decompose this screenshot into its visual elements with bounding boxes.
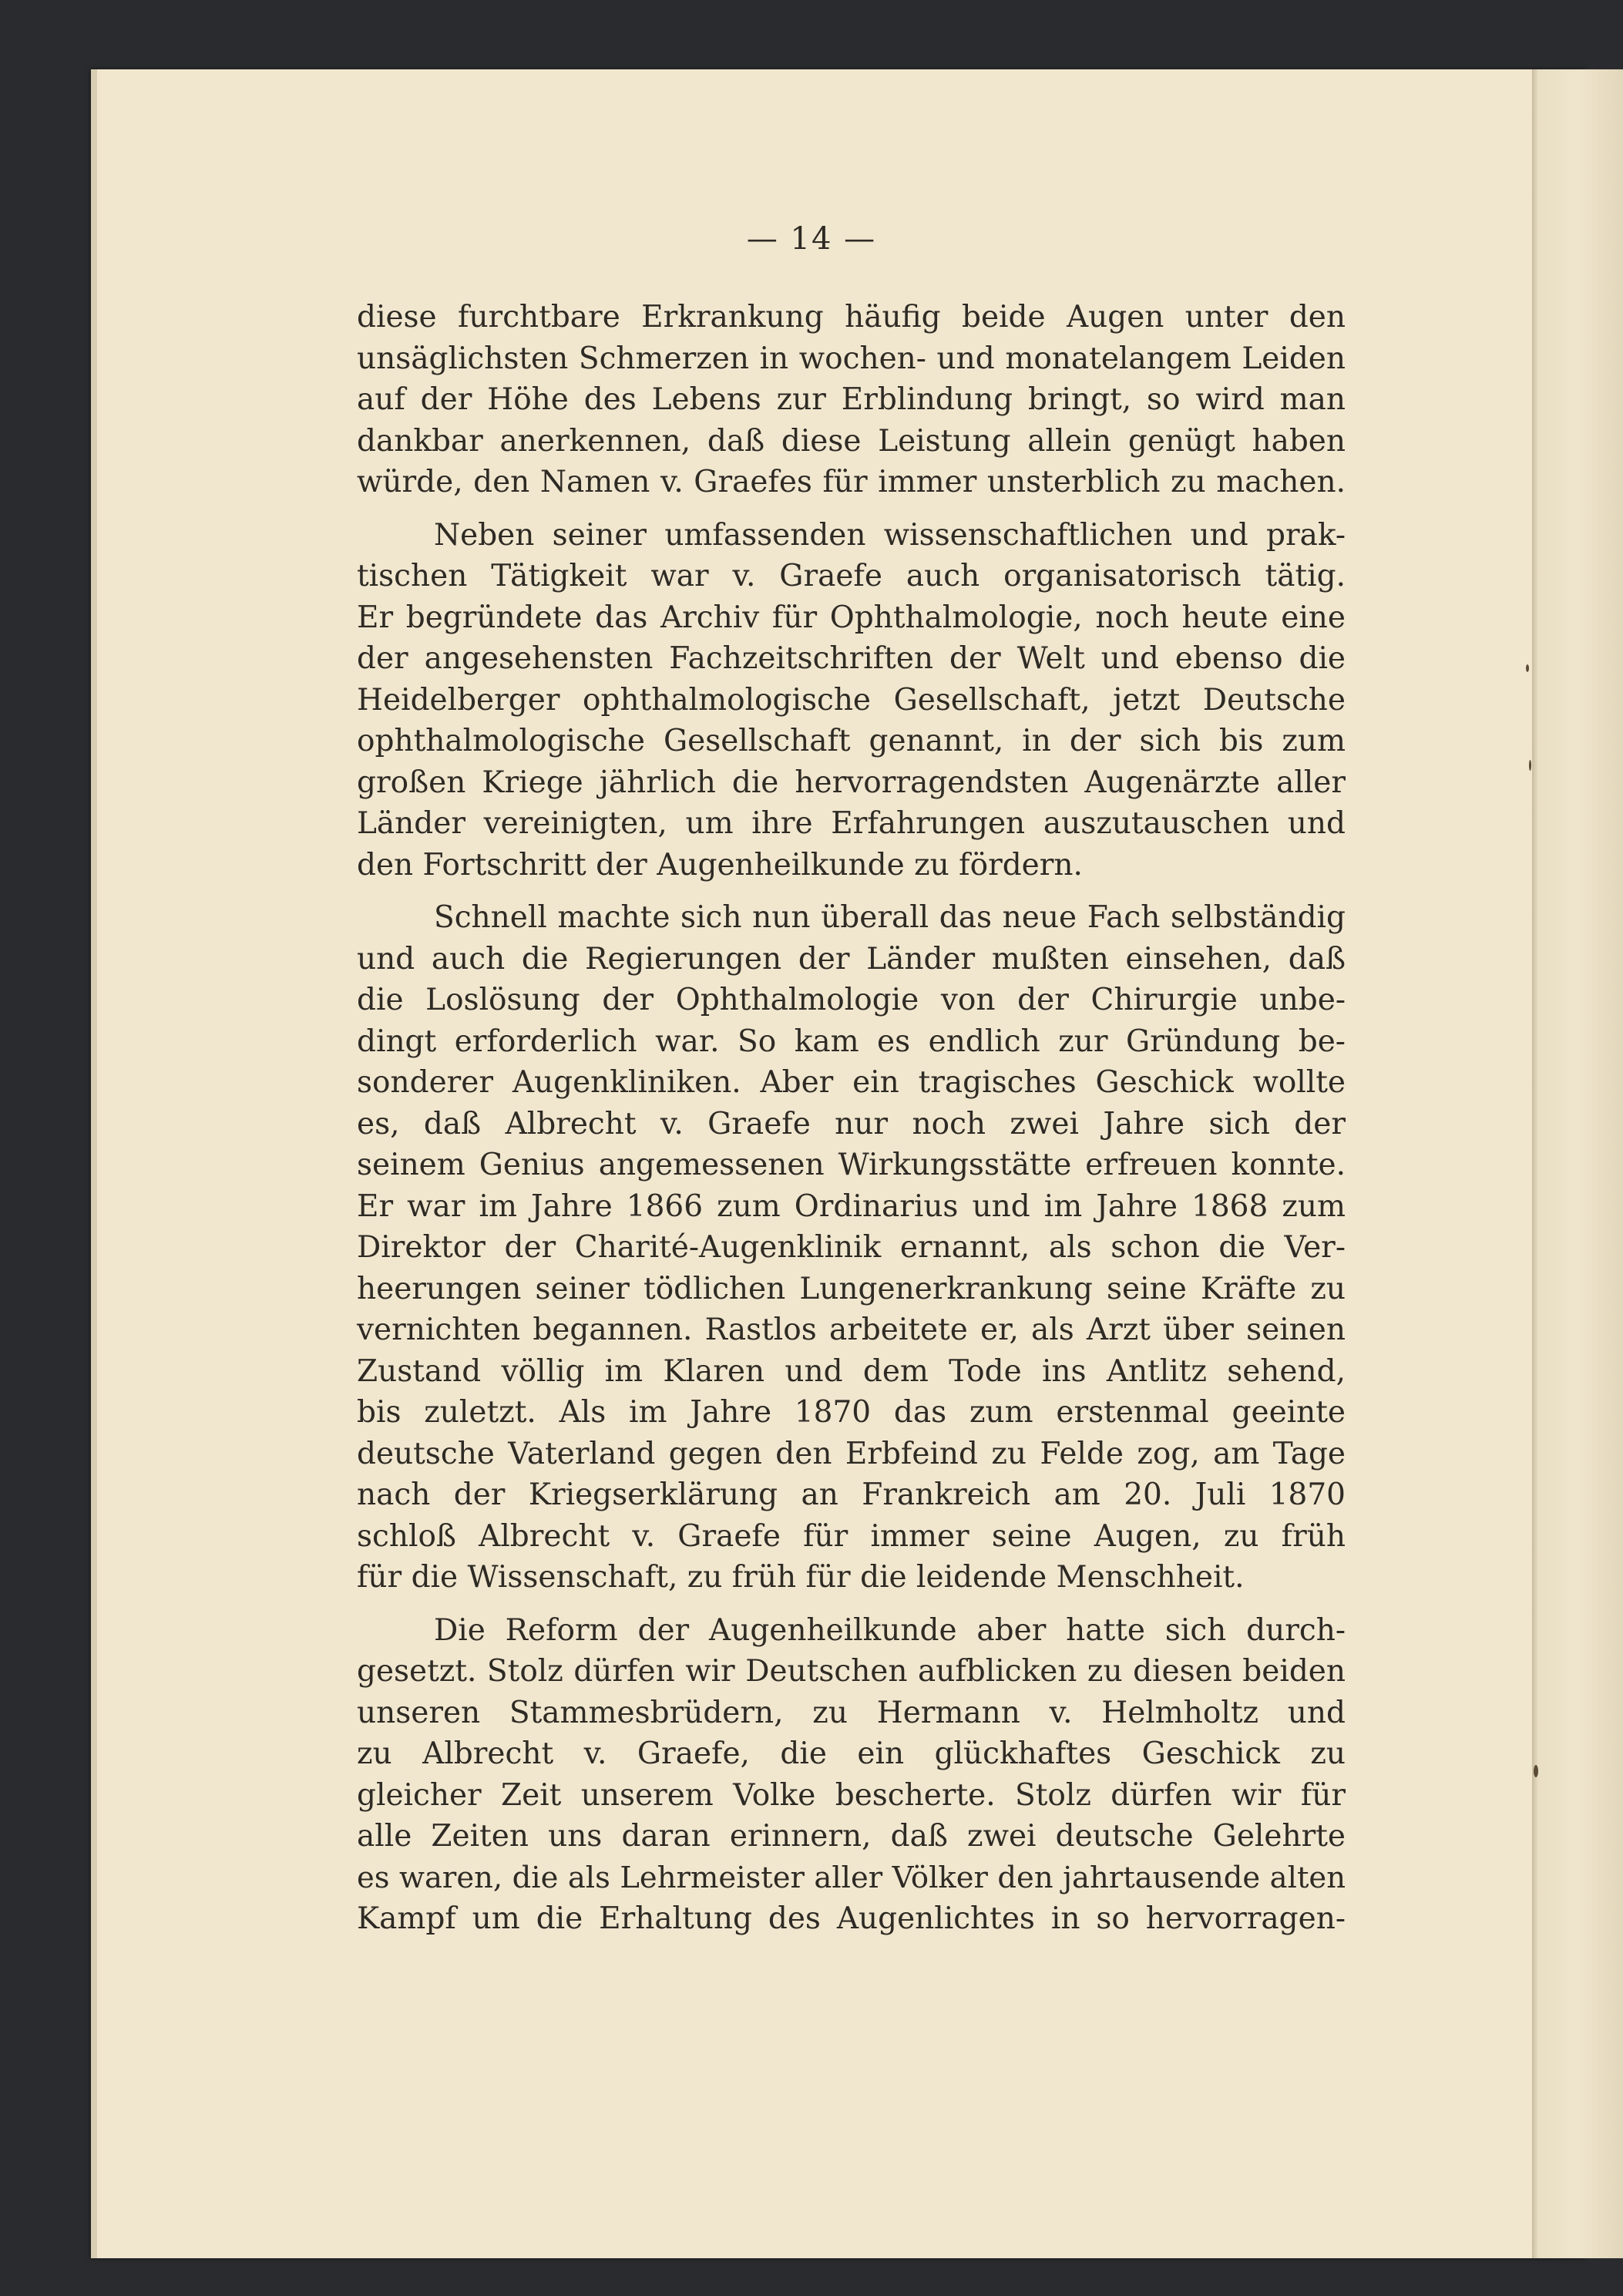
paper-speck — [1534, 1765, 1538, 1777]
text-line: zu Albrecht v. Graefe, die ein glückhaftes Geschick zu — [357, 1736, 1346, 1771]
text-line: die Loslösung der Ophthalmologie von der Chirurgie unbe- — [357, 983, 1346, 1017]
paragraph-3 — [357, 897, 1346, 1598]
text-line: schloß Albrecht v. Graefe für immer seine Augen, zu früh — [357, 1518, 1346, 1554]
page-number: — 14 — — [746, 221, 877, 257]
text-line: würde, den Namen v. Graefes für immer unsterblich zu machen. — [357, 465, 1346, 499]
text-line: dankbar anerkennen, daß diese Leistung allein genügt haben — [357, 423, 1346, 459]
body-text — [357, 297, 1346, 1951]
text-line: Neben seiner umfassenden wissenschaftlichen und prak- — [434, 517, 1346, 553]
text-line: unsäglichsten Schmerzen in wochen- und monatelangem Leiden — [357, 341, 1346, 376]
next-page-edge — [1532, 69, 1623, 2258]
text-line: tischen Tätigkeit war v. Graefe auch organisatorisch tätig. — [357, 559, 1346, 593]
text-line: es waren, die als Lehrmeister aller Völker den jahrtausende alten — [357, 1860, 1346, 1895]
text-line: Direktor der Charité-Augenklinik ernannt, als schon die Ver- — [357, 1230, 1346, 1265]
text-line: Er begründete das Archiv für Ophthalmologie, noch heute eine — [357, 600, 1346, 635]
text-line: dingt erforderlich war. So kam es endlich zur Gründung be- — [357, 1024, 1346, 1059]
text-line: Die Reform der Augenheilkunde aber hatte sich durch- — [434, 1612, 1346, 1648]
paper-speck — [1529, 760, 1531, 771]
text-line: großen Kriege jährlich die hervorragendsten Augenärzte aller — [357, 765, 1346, 800]
text-line: auf der Höhe des Lebens zur Erblindung bringt, so wird man — [357, 382, 1346, 417]
page-binding-edge — [91, 69, 97, 2258]
text-line: für die Wissenschaft, zu früh für die leidende Menschheit. — [357, 1560, 1245, 1595]
paragraph-2 — [357, 515, 1346, 886]
text-line: ophthalmologische Gesellschaft genannt, in der sich bis zum — [357, 724, 1346, 758]
text-line: nach der Kriegserklärung an Frankreich am 20. Juli 1870 — [357, 1477, 1346, 1512]
text-line: seinem Genius angemessenen Wirkungsstätte erfreuen konnte. — [357, 1148, 1346, 1182]
text-line: Länder vereinigten, um ihre Erfahrungen auszutauschen und — [357, 806, 1346, 841]
text-line: es, daß Albrecht v. Graefe nur noch zwei Jahre sich der — [357, 1106, 1346, 1141]
text-line: Schnell machte sich nun überall das neue Fach selbständig — [434, 900, 1346, 935]
text-line: Er war im Jahre 1866 zum Ordinarius und im Jahre 1868 zum — [357, 1188, 1346, 1224]
text-line: alle Zeiten uns daran erinnern, daß zwei deutsche Gelehrte — [357, 1819, 1346, 1854]
text-line: den Fortschritt der Augenheilkunde zu fördern. — [357, 847, 1083, 882]
text-line: sonderer Augenkliniken. Aber ein tragisches Geschick wollte — [357, 1065, 1346, 1100]
text-line: vernichten begannen. Rastlos arbeitete er, als Arzt über seinen — [357, 1313, 1346, 1347]
text-line: der angesehensten Fachzeitschriften der Welt und ebenso die — [357, 641, 1346, 676]
text-line: heerungen seiner tödlichen Lungenerkrankung seine Kräfte zu — [357, 1271, 1346, 1306]
text-line: diese furchtbare Erkrankung häufig beide Augen unter den — [357, 300, 1346, 334]
text-line: Heidelberger ophthalmologische Gesellschaft, jetzt Deutsche — [357, 682, 1346, 718]
text-line: Kampf um die Erhaltung des Augenlichtes in so hervorragen- — [357, 1901, 1346, 1936]
text-line: gesetzt. Stolz dürfen wir Deutschen aufblicken zu diesen beiden — [357, 1654, 1346, 1689]
text-line: und auch die Regierungen der Länder mußten einsehen, daß — [357, 941, 1346, 977]
text-line: unseren Stammesbrüdern, zu Hermann v. Helmholtz und — [357, 1695, 1346, 1730]
paper-speck — [1526, 664, 1529, 672]
text-line: deutsche Vaterland gegen den Erbfeind zu Felde zog, am Tage — [357, 1436, 1346, 1471]
text-line: gleicher Zeit unserem Volke bescherte. Stolz dürfen wir für — [357, 1777, 1346, 1813]
text-line: bis zuletzt. Als im Jahre 1870 das zum erstenmal geeinte — [357, 1395, 1346, 1430]
text-line: Zustand völlig im Klaren und dem Tode ins Antlitz sehend, — [357, 1353, 1346, 1389]
paragraph-1 — [357, 297, 1346, 503]
paragraph-4 — [357, 1610, 1346, 1940]
